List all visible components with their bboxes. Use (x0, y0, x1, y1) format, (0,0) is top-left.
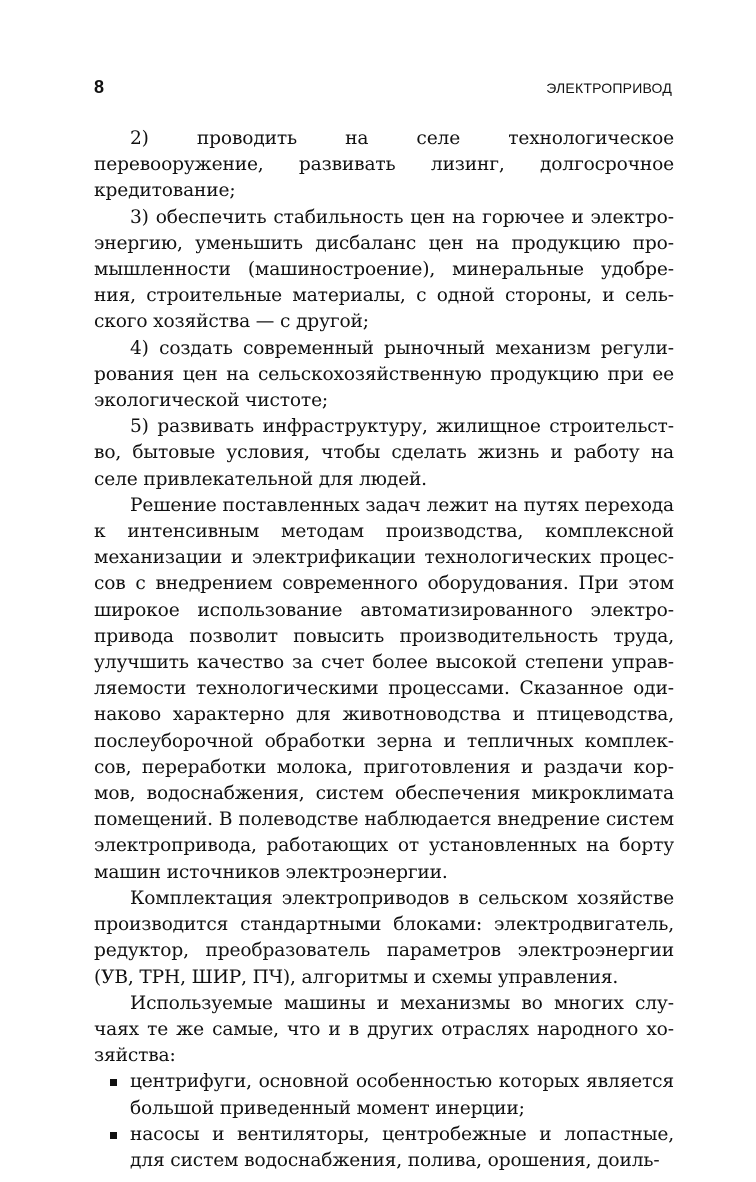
list-item (94, 1069, 674, 1121)
body-text (94, 126, 674, 1174)
paragraph-solution: Решение поставленных задач лежит на путях перехода к интенсивным методам производства, комплексной механизации и электрификации технологических процессов с внедрением современного оборудования. При этом широкое использование автоматизированного электропривода позволит повысить производительность труда, улучшить качество за счет более высокой степени управляемости технологическими процессами. Сказанное одинаково характерно для животноводства и птицеводства, послеуборочной обработки зерна и тепличных комплексов, переработки молока, приготовления и раздачи кормов, водоснабжения, систем обеспечения микроклимата помещений. В полеводстве наблюдается внедрение систем электропривода, работающих от установленных на борту машин источников электроэнергии. (94, 494, 674, 883)
paragraph-machines: Используемые машины и механизмы во многих случаях те же самые, что и в других отраслях народного хозяйства: (94, 992, 674, 1067)
list-item (94, 1122, 674, 1174)
paragraph-item-2: 2) проводить на селе технологическое перевооружение, развивать лизинг, долгосрочное кредитование; (94, 128, 674, 202)
paragraph-item-4: 4) создать современный рыночный механизм регулирования цен на сельскохозяйственную продукцию при ее экологической чистоте; (94, 337, 674, 412)
square-bullet-icon (110, 1079, 117, 1086)
list-item-text: центрифуги, основной особенностью которых является большой приведенный момент инерции; (130, 1071, 674, 1119)
page-header (0, 76, 756, 100)
square-bullet-icon (110, 1132, 117, 1139)
running-title: ЭЛЕКТРОПРИВОД (546, 80, 672, 96)
list-item-text: насосы и вентиляторы, центробежные и лопастные, для систем водоснабжения, полива, орошения, доиль- (130, 1123, 674, 1171)
machine-list (94, 1069, 674, 1174)
paragraph-components: Комплектация электроприводов в сельском хозяйстве производится стандартными блоками: электродвигатель, редуктор, преобразователь параметров электроэнергии (УВ, ТРН, ШИР, ПЧ), алгоритмы и схемы управления. (94, 887, 674, 988)
page-number: 8 (94, 77, 105, 97)
paragraph-item-5: 5) развивать инфраструктуру, жилищное строительство, бытовые условия, чтобы сделать жизнь и работу на селе привлекательной для людей. (94, 416, 674, 490)
paragraph-item-3: 3) обеспечить стабильность цен на горючее и электроэнергию, уменьшить дисбаланс цен на продукцию промышленности (машиностроение), минеральные удобрения, строительные материалы, с одной стороны, и сельского хозяйства — с другой; (94, 206, 674, 333)
